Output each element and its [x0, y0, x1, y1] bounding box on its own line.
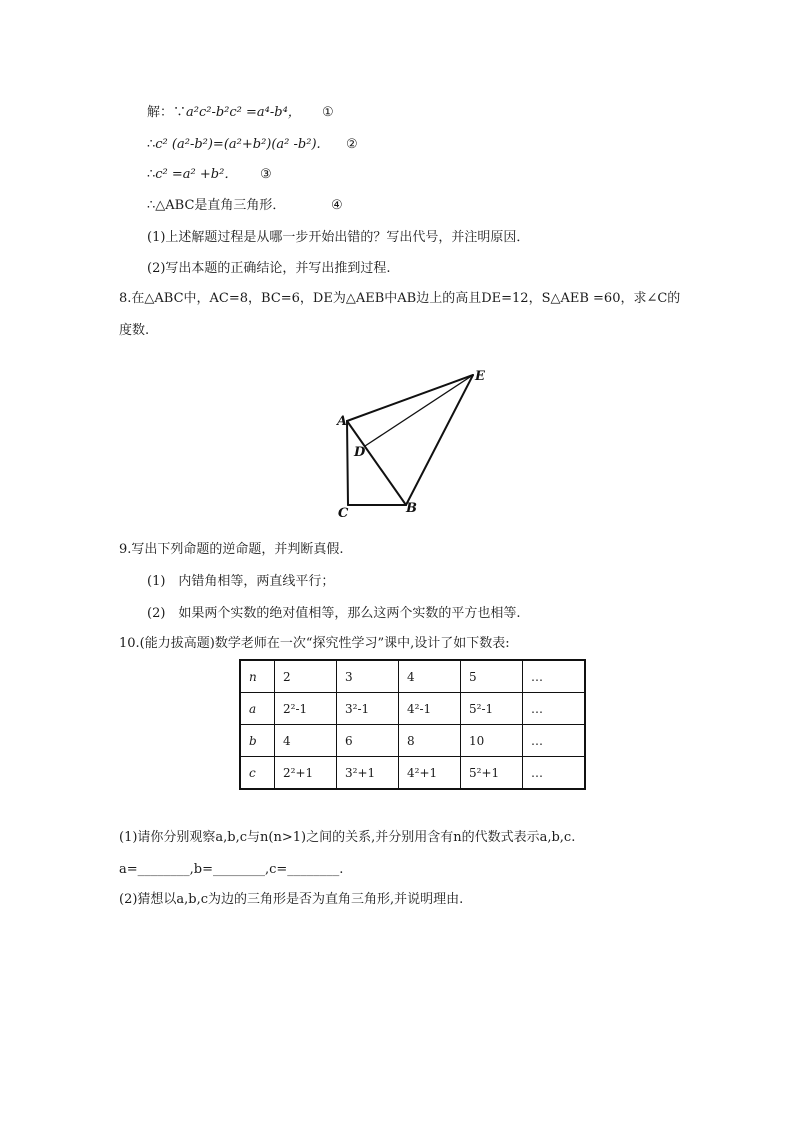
- solution-line-2-equation: c² (a²-b²)=(a²+b²)(a² -b²).: [155, 137, 321, 152]
- table-row: [240, 725, 585, 757]
- point-label-D: D: [354, 445, 366, 460]
- point-label-E: E: [475, 369, 485, 384]
- table-cell: b: [240, 725, 275, 757]
- step-marker-2: ②: [346, 137, 358, 152]
- table-cell: …: [523, 660, 586, 693]
- table-cell: 4: [275, 725, 337, 757]
- table-cell: 4: [399, 660, 461, 693]
- table-cell: 5: [461, 660, 523, 693]
- segment-AC: [347, 421, 348, 505]
- table-cell: 5²+1: [461, 757, 523, 790]
- solution-question-2: (2)写出本题的正确结论，并写出推到过程.: [147, 261, 391, 276]
- question-9-title: 9.写出下列命题的逆命题，并判断真假.: [119, 542, 344, 557]
- segment-DE: [365, 375, 473, 446]
- question-10-sub-1: (1)请你分别观察a,b,c与n(n>1)之间的关系,并分别用含有n的代数式表示a,b,c.: [119, 830, 576, 845]
- segment-EB: [406, 375, 473, 505]
- table-row: [240, 757, 585, 790]
- table-cell: …: [523, 725, 586, 757]
- table-row: [240, 660, 585, 693]
- table-cell: 4²-1: [399, 693, 461, 725]
- solution-line-2: [147, 136, 321, 154]
- point-label-B: B: [406, 501, 417, 516]
- table-row: [240, 693, 585, 725]
- solution-line-1: [147, 104, 301, 122]
- question-9-item-1: (1) 内错角相等，两直线平行；: [147, 574, 335, 589]
- solution-line-2-lead: ∴: [147, 137, 156, 152]
- table-cell: 8: [399, 725, 461, 757]
- table-cell: 2²-1: [275, 693, 337, 725]
- number-table: [239, 659, 586, 790]
- solution-line-3-lead: ∴: [147, 167, 156, 182]
- table-cell: 2: [275, 660, 337, 693]
- solution-question-1: (1)上述解题过程是从哪一步开始出错的？写出代号，并注明原因．: [147, 230, 530, 245]
- table-cell: 3²-1: [337, 693, 399, 725]
- table-cell: 4²+1: [399, 757, 461, 790]
- segment-AB: [347, 421, 406, 505]
- step-marker-4: ④: [331, 198, 343, 213]
- table-cell: …: [523, 757, 586, 790]
- question-10-blanks: a=________,b=________,c=________.: [119, 862, 344, 877]
- solution-line-3: [147, 166, 237, 184]
- point-label-C: C: [338, 506, 349, 520]
- step-marker-3: ③: [260, 167, 272, 182]
- table-cell: a: [240, 693, 275, 725]
- table-cell: c: [240, 757, 275, 790]
- solution-line-1-equation: a²c²-b²c² =a⁴-b⁴，: [186, 105, 301, 120]
- table-cell: 10: [461, 725, 523, 757]
- question-10-title: 10.(能力拔高题)数学老师在一次“探究性学习”课中,设计了如下数表:: [119, 636, 510, 651]
- segment-AE: [347, 375, 473, 421]
- point-label-A: A: [337, 414, 348, 429]
- table-cell: n: [240, 660, 275, 693]
- table-cell: …: [523, 693, 586, 725]
- solution-line-4: ∴△ABC是直角三角形．: [147, 198, 286, 213]
- question-9-item-2: (2) 如果两个实数的绝对值相等，那么这两个实数的平方也相等.: [147, 606, 521, 621]
- step-marker-1: ①: [322, 105, 334, 120]
- table-cell: 5²-1: [461, 693, 523, 725]
- table-cell: 3²+1: [337, 757, 399, 790]
- question-8-line-2: 度数.: [119, 323, 150, 338]
- question-8-line-1: 8.在△ABC中，AC=8，BC=6，DE为△AEB中AB边上的高且DE=12，S△AEB =60，求∠C的: [119, 291, 681, 306]
- solution-line-3-equation: c² =a² +b²．: [155, 167, 238, 182]
- table-cell: 6: [337, 725, 399, 757]
- table-cell: 2²+1: [275, 757, 337, 790]
- solution-line-1-lead: 解：∵: [147, 105, 187, 120]
- question-10-sub-2: (2)猜想以a,b,c为边的三角形是否为直角三角形,并说明理由.: [119, 892, 464, 907]
- table-cell: 3: [337, 660, 399, 693]
- triangle-figure: [330, 362, 490, 520]
